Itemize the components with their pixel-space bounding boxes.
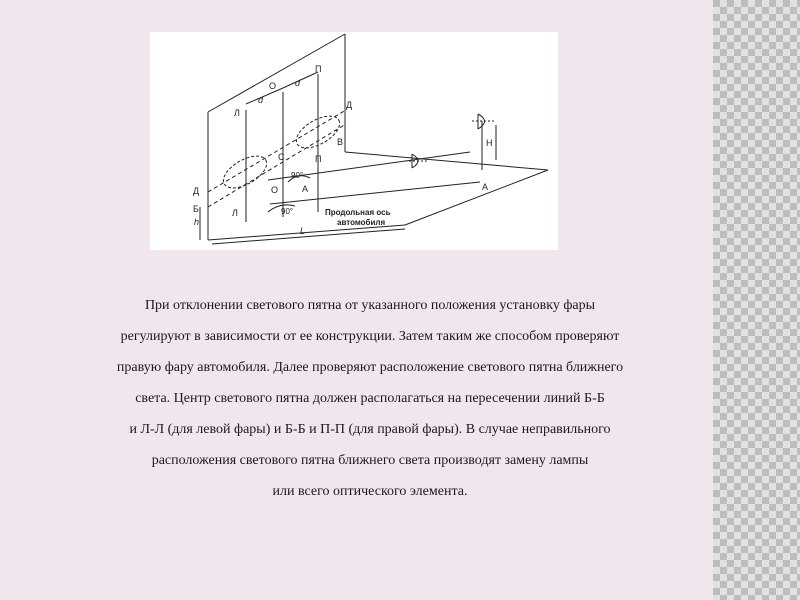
text-line-5: и Л-Л (для левой фары) и Б-Б и П-П (для правой фары). В случае неправильного bbox=[129, 422, 611, 437]
text-line-2: регулируют в зависимости от ее конструкции. Затем таким же способом проверяют bbox=[120, 329, 620, 344]
label-l-top: Л bbox=[234, 108, 240, 118]
label-d-left: d bbox=[258, 95, 264, 105]
label-b-screen-right: В bbox=[337, 137, 344, 147]
label-d-right: d bbox=[295, 78, 301, 88]
label-l-distance: L bbox=[300, 226, 306, 236]
screen-top-edge bbox=[208, 34, 345, 112]
label-axis-line2: автомобиля bbox=[337, 218, 386, 227]
diagram-svg bbox=[150, 32, 558, 250]
decorative-sidebar bbox=[713, 0, 800, 600]
label-o-top: О bbox=[269, 81, 277, 91]
label-p-top: П bbox=[315, 64, 322, 74]
label-o-mid: О bbox=[271, 185, 279, 195]
line-d bbox=[208, 110, 346, 192]
label-axis-line1: Продольная ось bbox=[325, 208, 391, 217]
headlight-adjustment-diagram bbox=[150, 32, 558, 250]
dimension-d-left bbox=[246, 88, 283, 104]
label-b-left-edge: Б bbox=[193, 204, 199, 214]
text-line-3: правую фару автомобиля. Далее проверяют расположение светового пятна ближнего bbox=[116, 360, 624, 375]
label-l-bottom: Л bbox=[232, 208, 238, 218]
dimension-l bbox=[212, 229, 405, 244]
floor-right-edge bbox=[405, 170, 548, 225]
text-line-7: или всего оптического элемента. bbox=[272, 484, 468, 499]
floor-back-edge bbox=[345, 152, 548, 170]
text-line-4: света. Центр светового пятна должен располагаться на пересечении линий Б-Б bbox=[135, 391, 605, 406]
label-a-screen: А bbox=[302, 184, 309, 194]
label-p-mid: П bbox=[315, 154, 322, 164]
text-line-6: расположения светового пятна ближнего света производят замену лампы bbox=[151, 453, 589, 468]
label-d-screen-right: Д bbox=[346, 100, 353, 110]
body-text bbox=[30, 290, 710, 507]
dimension-d-right bbox=[283, 72, 318, 88]
label-angle-upper: 90° bbox=[291, 171, 304, 180]
left-light-spot bbox=[218, 150, 272, 195]
label-d-left-edge: Д bbox=[193, 186, 200, 196]
label-h-height: H bbox=[486, 138, 493, 148]
label-angle-lower: 90° bbox=[281, 207, 294, 216]
floor-front-edge bbox=[208, 225, 405, 240]
label-a-car: А bbox=[482, 182, 489, 192]
text-line-1: При отклонении светового пятна от указанного положения установку фары bbox=[144, 298, 596, 313]
label-h-small: h bbox=[194, 217, 200, 227]
label-c: С bbox=[278, 152, 285, 162]
